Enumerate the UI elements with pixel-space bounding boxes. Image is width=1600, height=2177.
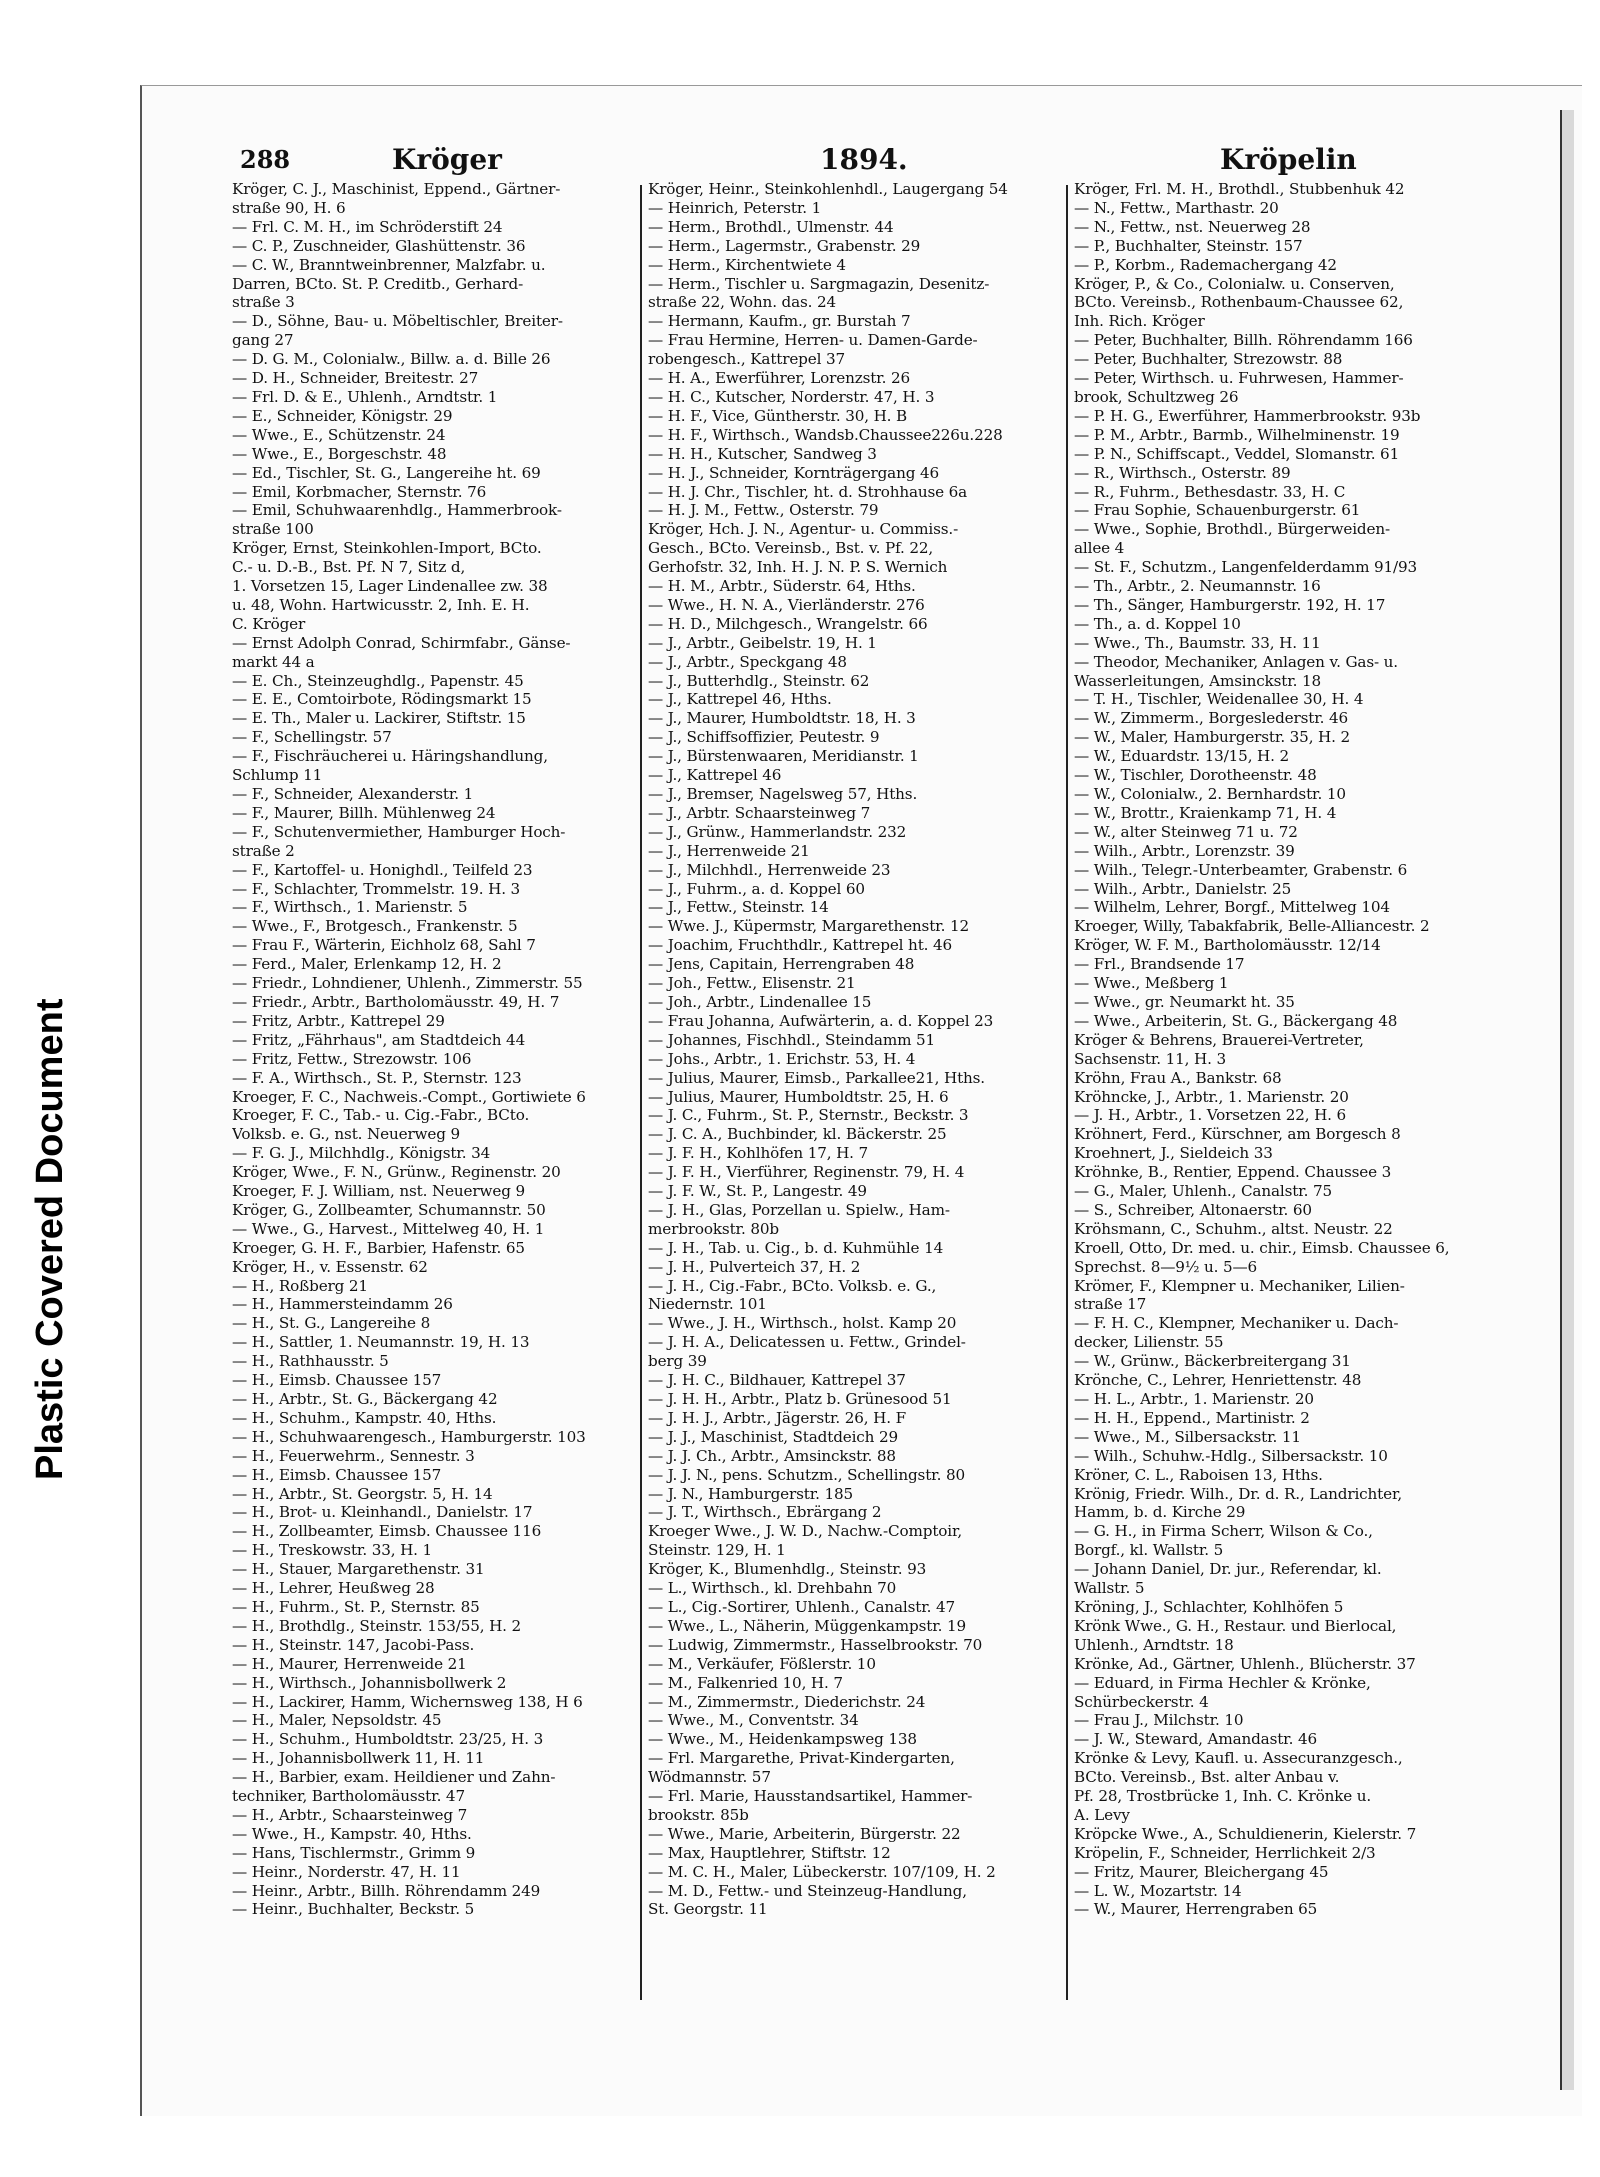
directory-entry-line: — P. M., Arbtr., Barmb., Wilhelminenstr. 19 — [1074, 425, 1400, 444]
directory-entry-line: — M. C. H., Maler, Lübeckerstr. 107/109, H. 2 — [648, 1862, 996, 1881]
side-label: Plastic Covered Document — [29, 998, 71, 1480]
directory-entry-line: — H., Treskowstr. 33, H. 1 — [232, 1541, 433, 1560]
directory-entry-line: — M. D., Fettw.- und Steinzeug-Handlung, — [648, 1881, 967, 1900]
directory-entry-line: straße 17 — [1074, 1295, 1147, 1314]
directory-entry-line: Krömer, F., Klempner u. Mechaniker, Lilien- — [1074, 1276, 1405, 1295]
directory-entry-line: — F., Kartoffel- u. Honighdl., Teilfeld 23 — [232, 860, 533, 879]
directory-entry-line: — Heinrich, Peterstr. 1 — [648, 198, 822, 217]
directory-entry-line: — R., Fuhrm., Bethesdastr. 33, H. C — [1074, 482, 1346, 501]
directory-entry-line: — H. J. M., Fettw., Osterstr. 79 — [648, 501, 879, 520]
directory-entry-line: — H., St. G., Langereihe 8 — [232, 1314, 431, 1333]
directory-entry-line: straße 100 — [232, 520, 314, 539]
directory-entry-line: — M., Zimmermstr., Diederichstr. 24 — [648, 1692, 926, 1711]
directory-entry-line: Kröning, J., Schlachter, Kohlhöfen 5 — [1074, 1597, 1344, 1616]
directory-entry-line: — Wwe. J., Küpermstr, Margarethenstr. 12 — [648, 917, 969, 936]
directory-entry-line: — W., Colonialw., 2. Bernhardstr. 10 — [1074, 785, 1346, 803]
directory-entry-line: — J., Arbtr. Schaarsteinweg 7 — [648, 803, 871, 822]
directory-entry-line: — H., Rathhausstr. 5 — [232, 1352, 389, 1371]
running-head-year: 1894. — [820, 143, 908, 176]
directory-entry-line: — H., Lackirer, Hamm, Wichernsweg 138, H 6 — [232, 1692, 583, 1711]
directory-entry-line: — H., Lehrer, Heußweg 28 — [232, 1579, 435, 1598]
directory-entry-line: 1. Vorsetzen 15, Lager Lindenallee zw. 38 — [232, 577, 548, 596]
directory-entry-line: — Fritz, „Fährhaus", am Stadtdeich 44 — [232, 1030, 526, 1049]
directory-entry-line: — J. H. C., Bildhauer, Kattrepel 37 — [648, 1371, 906, 1390]
directory-column-1 — [232, 180, 632, 2030]
directory-entry-line: — Wwe., gr. Neumarkt ht. 35 — [1074, 992, 1295, 1011]
directory-entry-line: — J. H. A., Delicatessen u. Fettw., Grindel- — [648, 1333, 966, 1352]
directory-entry-line: Niedernstr. 101 — [648, 1295, 767, 1314]
directory-entry-line: — L. W., Mozartstr. 14 — [1074, 1881, 1242, 1900]
directory-entry-line: — Peter, Buchhalter, Strezowstr. 88 — [1074, 350, 1343, 369]
directory-entry-line: u. 48, Wohn. Hartwicusstr. 2, Inh. E. H. — [232, 595, 530, 614]
directory-entry-line: — J., Fuhrm., a. d. Koppel 60 — [648, 879, 865, 898]
directory-entry-line: — J., Bürstenwaaren, Meridianstr. 1 — [648, 747, 919, 766]
directory-entry-line: — Julius, Maurer, Eimsb., Parkallee21, Hths. — [648, 1068, 985, 1087]
directory-entry-line: — H., Stauer, Margarethenstr. 31 — [232, 1560, 485, 1579]
directory-entry-line: techniker, Bartholomäusstr. 47 — [232, 1787, 465, 1806]
directory-entry-line: — H., Brothdlg., Steinstr. 153/55, H. 2 — [232, 1616, 522, 1635]
directory-entry-line: — F., Schlachter, Trommelstr. 19. H. 3 — [232, 879, 521, 898]
directory-entry-line: — H. A., Ewerführer, Lorenzstr. 26 — [648, 369, 911, 388]
directory-entry-line: Kröger, Heinr., Steinkohlenhdl., Laugergang 54 — [648, 180, 1008, 198]
directory-entry-line: Kröger, P., & Co., Colonialw. u. Conserven, — [1074, 274, 1395, 293]
directory-entry-line: — Frau F., Wärterin, Eichholz 68, Sahl 7 — [232, 936, 536, 955]
directory-entry-line: — Frl. Marie, Hausstandsartikel, Hammer- — [648, 1787, 973, 1806]
directory-entry-line: — T. H., Tischler, Weidenallee 30, H. 4 — [1074, 690, 1364, 709]
directory-entry-line: — Wwe., M., Silbersackstr. 11 — [1074, 1427, 1301, 1446]
directory-entry-line: Kröger, W. F. M., Bartholomäusstr. 12/14 — [1074, 936, 1381, 955]
directory-entry-line: — L., Wirthsch., kl. Drehbahn 70 — [648, 1579, 897, 1598]
directory-entry-line: — H., Barbier, exam. Heildiener und Zahn- — [232, 1768, 556, 1787]
directory-entry-line: — Wwe., E., Schützenstr. 24 — [232, 425, 446, 444]
page-number: 288 — [240, 145, 291, 174]
directory-entry-line: — W., Grünw., Bäckerbreitergang 31 — [1074, 1352, 1351, 1371]
directory-entry-line: — Frau J., Milchstr. 10 — [1074, 1711, 1244, 1730]
directory-entry-line: — H. J., Schneider, Kornträgergang 46 — [648, 463, 939, 482]
directory-entry-line: — H., Hammersteindamm 26 — [232, 1295, 453, 1314]
directory-entry-line: — Heinr., Arbtr., Billh. Röhrendamm 249 — [232, 1881, 541, 1900]
directory-entry-line: — J. F. W., St. P., Langestr. 49 — [648, 1182, 867, 1201]
directory-entry-line: — Wwe., L., Näherin, Müggenkampstr. 19 — [648, 1616, 967, 1635]
directory-entry-line: Gerhofstr. 32, Inh. H. J. N. P. S. Wernich — [648, 558, 948, 577]
directory-entry-line: — W., Maurer, Herrengraben 65 — [1074, 1900, 1318, 1919]
directory-entry-line: — Ernst Adolph Conrad, Schirmfabr., Gänse- — [232, 633, 571, 652]
page-gutter — [1560, 110, 1574, 2090]
directory-entry-line: — Max, Hauptlehrer, Stiftstr. 12 — [648, 1843, 891, 1862]
directory-entry-line: — R., Wirthsch., Osterstr. 89 — [1074, 463, 1291, 482]
directory-entry-line: — Wwe., Meßberg 1 — [1074, 974, 1229, 993]
directory-entry-line: — Ed., Tischler, St. G., Langereihe ht. 69 — [232, 463, 541, 482]
directory-entry-line: — E. Ch., Steinzeughdlg., Papenstr. 45 — [232, 671, 524, 690]
directory-entry-line: — J., Schiffsoffizier, Peutestr. 9 — [648, 728, 880, 747]
directory-entry-line: — Frau Hermine, Herren- u. Damen-Garde- — [648, 331, 978, 350]
directory-entry-line: A. Levy — [1074, 1805, 1130, 1824]
directory-entry-line: — Frl. C. M. H., im Schröderstift 24 — [232, 217, 503, 236]
directory-entry-line: Darren, BCto. St. P. Creditb., Gerhard- — [232, 274, 524, 293]
directory-entry-line: — P., Buchhalter, Steinstr. 157 — [1074, 236, 1303, 255]
directory-entry-line: — F. H. C., Klempner, Mechaniker u. Dach- — [1074, 1314, 1399, 1333]
directory-entry-line: — H. L., Arbtr., 1. Marienstr. 20 — [1074, 1390, 1314, 1408]
directory-entry-line: — P. N., Schiffscapt., Veddel, Slomanstr. 61 — [1074, 444, 1400, 463]
directory-entry-line: — H., Sattler, 1. Neumannstr. 19, H. 13 — [232, 1333, 530, 1352]
directory-entry-line: — E. E., Comtoirbote, Rödingsmarkt 15 — [232, 690, 532, 709]
directory-entry-line: Kroeger, F. C., Nachweis.-Compt., Gortiwiete 6 — [232, 1087, 586, 1106]
directory-entry-line: berg 39 — [648, 1352, 707, 1371]
directory-entry-line: — H. F., Wirthsch., Wandsb.Chaussee226u.228 — [648, 425, 1003, 444]
directory-entry-line: Hamm, b. d. Kirche 29 — [1074, 1503, 1246, 1522]
directory-entry-line: — W., alter Steinweg 71 u. 72 — [1074, 822, 1298, 841]
directory-entry-line: — J. H., Glas, Porzellan u. Spielw., Ham- — [648, 1200, 950, 1219]
directory-entry-line: — Wwe., H., Kampstr. 40, Hths. — [232, 1824, 472, 1843]
directory-entry-line: — H., Brot- u. Kleinhandl., Danielstr. 17 — [232, 1503, 533, 1522]
directory-column-3 — [1074, 180, 1486, 2030]
directory-entry-line: markt 44 a — [232, 652, 315, 671]
directory-entry-line: Pf. 28, Trostbrücke 1, Inh. C. Krönke u. — [1074, 1787, 1372, 1806]
directory-entry-line: — J., Bremser, Nagelsweg 57, Hths. — [648, 785, 918, 803]
directory-entry-line: — D. H., Schneider, Breitestr. 27 — [232, 369, 479, 388]
directory-entry-line: — J. H., Arbtr., 1. Vorsetzen 22, H. 6 — [1074, 1106, 1347, 1125]
directory-entry-line: — E., Schneider, Königstr. 29 — [232, 406, 453, 425]
directory-entry-line: Kröner, C. L., Raboisen 13, Hths. — [1074, 1465, 1323, 1484]
directory-entry-line: — F. A., Wirthsch., St. P., Sternstr. 123 — [232, 1068, 522, 1087]
directory-entry-line: — Th., Sänger, Hamburgerstr. 192, H. 17 — [1074, 595, 1386, 614]
directory-entry-line: straße 3 — [232, 293, 295, 312]
directory-entry-line: — Wwe., F., Brotgesch., Frankenstr. 5 — [232, 917, 518, 936]
directory-entry-line: Kröger, Hch. J. N., Agentur- u. Commiss.- — [648, 520, 959, 539]
directory-entry-line: — H. H., Eppend., Martinistr. 2 — [1074, 1408, 1310, 1427]
directory-entry-line: Sachsenstr. 11, H. 3 — [1074, 1049, 1226, 1068]
directory-entry-line: — Frau Sophie, Schauenburgerstr. 61 — [1074, 501, 1361, 520]
directory-entry-line: Kröger, G., Zollbeamter, Schumannstr. 50 — [232, 1200, 546, 1219]
directory-entry-line: Kröger, Ernst, Steinkohlen-Import, BCto. — [232, 539, 542, 558]
directory-entry-line: — J. C. A., Buchbinder, kl. Bäckerstr. 25 — [648, 1125, 947, 1144]
directory-entry-line: — J. F. H., Kohlhöfen 17, H. 7 — [648, 1144, 869, 1163]
directory-entry-line: — H., Schuhm., Humboldtstr. 23/25, H. 3 — [232, 1730, 544, 1749]
directory-entry-line: — H. F., Vice, Güntherstr. 30, H. B — [648, 406, 908, 425]
directory-entry-line: — H., Maler, Nepsoldstr. 45 — [232, 1711, 442, 1730]
directory-entry-line: gang 27 — [232, 331, 294, 350]
directory-entry-line: — J., Maurer, Humboldtstr. 18, H. 3 — [648, 709, 916, 728]
directory-entry-line: — H. H., Kutscher, Sandweg 3 — [648, 444, 877, 463]
directory-entry-line: — Wwe., M., Conventstr. 34 — [648, 1711, 859, 1730]
directory-entry-line: — H., Wirthsch., Johannisbollwerk 2 — [232, 1673, 507, 1692]
directory-entry-line: — H., Zollbeamter, Eimsb. Chaussee 116 — [232, 1522, 542, 1541]
directory-entry-line: — J., Kattrepel 46, Hths. — [648, 690, 832, 709]
directory-entry-line: Uhlenh., Arndtstr. 18 — [1074, 1635, 1234, 1654]
directory-entry-line: — Friedr., Lohndiener, Uhlenh., Zimmerstr. 55 — [232, 974, 583, 993]
directory-entry-line: — Ludwig, Zimmermstr., Hasselbrookstr. 70 — [648, 1635, 983, 1654]
directory-entry-line: Kroeger, F. J. William, nst. Neuerweg 9 — [232, 1182, 525, 1201]
directory-entry-line: — Fritz, Fettw., Strezowstr. 106 — [232, 1049, 472, 1068]
directory-entry-line: — J., Herrenweide 21 — [648, 841, 810, 860]
directory-entry-line: — Johannes, Fischhdl., Steindamm 51 — [648, 1030, 936, 1049]
directory-entry-line: — H., Roßberg 21 — [232, 1276, 368, 1295]
directory-entry-line: — C. W., Branntweinbrenner, Malzfabr. u. — [232, 255, 546, 274]
directory-entry-line: — H., Maurer, Herrenweide 21 — [232, 1654, 467, 1673]
directory-entry-line: — Jens, Capitain, Herrengraben 48 — [648, 955, 915, 974]
directory-entry-line: — E. Th., Maler u. Lackirer, Stiftstr. 15 — [232, 709, 526, 728]
directory-entry-line: — F., Maurer, Billh. Mühlenweg 24 — [232, 803, 496, 822]
directory-entry-line: — W., Tischler, Dorotheenstr. 48 — [1074, 766, 1317, 785]
directory-entry-line: — J. H., Tab. u. Cig., b. d. Kuhmühle 14 — [648, 1238, 944, 1257]
directory-entry-line: — H., Schuhm., Kampstr. 40, Hths. — [232, 1408, 497, 1427]
directory-entry-line: — Wilh., Telegr.-Unterbeamter, Grabenstr. 6 — [1074, 860, 1408, 879]
directory-entry-line: Kröhnke, B., Rentier, Eppend. Chaussee 3 — [1074, 1163, 1392, 1182]
directory-entry-line: — H., Feuerwehrm., Sennestr. 3 — [232, 1446, 475, 1465]
directory-entry-line: — H., Fuhrm., St. P., Sternstr. 85 — [232, 1597, 480, 1616]
directory-entry-line: — J., Grünw., Hammerlandstr. 232 — [648, 822, 907, 841]
directory-entry-line: — H., Arbtr., St. G., Bäckergang 42 — [232, 1390, 498, 1408]
directory-entry-line: — J. H., Pulverteich 37, H. 2 — [648, 1257, 861, 1276]
directory-entry-line: — Wwe., Arbeiterin, St. G., Bäckergang 48 — [1074, 1011, 1398, 1030]
directory-entry-line: Kröpcke Wwe., A., Schuldienerin, Kielerstr. 7 — [1074, 1824, 1417, 1843]
directory-entry-line: robengesch., Kattrepel 37 — [648, 350, 845, 369]
directory-entry-line: — H. M., Arbtr., Süderstr. 64, Hths. — [648, 577, 916, 596]
directory-entry-line: Wasserleitungen, Amsinckstr. 18 — [1074, 671, 1322, 690]
directory-entry-line: — H. C., Kutscher, Norderstr. 47, H. 3 — [648, 387, 935, 406]
directory-entry-line: Kröhncke, J., Arbtr., 1. Marienstr. 20 — [1074, 1087, 1349, 1106]
directory-entry-line: — Fritz, Arbtr., Kattrepel 29 — [232, 1011, 445, 1030]
directory-entry-line: — J. F. H., Vierführer, Reginenstr. 79, H. 4 — [648, 1163, 965, 1182]
directory-entry-line: Kröger, Frl. M. H., Brothdl., Stubbenhuk 42 — [1074, 180, 1405, 198]
running-head-left: Kröger — [392, 143, 502, 176]
directory-entry-line: — J., Fettw., Steinstr. 14 — [648, 898, 829, 917]
directory-entry-line: — W., Eduardstr. 13/15, H. 2 — [1074, 747, 1290, 766]
directory-entry-line: — Heinr., Norderstr. 47, H. 11 — [232, 1862, 461, 1881]
directory-entry-line: Krönk Wwe., G. H., Restaur. und Bierlocal, — [1074, 1616, 1397, 1635]
directory-entry-line: — Wwe., E., Borgeschstr. 48 — [232, 444, 447, 463]
directory-entry-line: — Wwe., G., Harvest., Mittelweg 40, H. 1 — [232, 1219, 545, 1238]
directory-entry-line: — Heinr., Buchhalter, Beckstr. 5 — [232, 1900, 475, 1919]
directory-entry-line: — J. H., Cig.-Fabr., BCto. Volksb. e. G., — [648, 1276, 937, 1295]
directory-entry-line: St. Georgstr. 11 — [648, 1900, 768, 1919]
directory-entry-line: — Herm., Kirchentwiete 4 — [648, 255, 846, 274]
directory-entry-line: straße 90, H. 6 — [232, 198, 346, 217]
directory-entry-line: — Wilhelm, Lehrer, Borgf., Mittelweg 104 — [1074, 898, 1390, 917]
directory-entry-line: — F., Fischräucherei u. Häringshandlung, — [232, 747, 548, 766]
directory-entry-line: — G. H., in Firma Scherr, Wilson & Co., — [1074, 1522, 1373, 1541]
directory-entry-line: — L., Cig.-Sortirer, Uhlenh., Canalstr. 47 — [648, 1597, 956, 1616]
directory-entry-line: — St. F., Schutzm., Langenfelderdamm 91/93 — [1074, 558, 1418, 577]
directory-entry-line: — Johann Daniel, Dr. jur., Referendar, kl. — [1074, 1560, 1382, 1579]
directory-entry-line: — W., Maler, Hamburgerstr. 35, H. 2 — [1074, 728, 1351, 747]
directory-entry-line: Volksb. e. G., nst. Neuerweg 9 — [232, 1125, 461, 1144]
directory-entry-line: Kroeger Wwe., J. W. D., Nachw.-Comptoir, — [648, 1522, 963, 1541]
directory-entry-line: — H. D., Milchgesch., Wrangelstr. 66 — [648, 614, 928, 633]
directory-entry-line: — F., Schellingstr. 57 — [232, 728, 392, 747]
directory-entry-line: — J. T., Wirthsch., Ebrärgang 2 — [648, 1503, 882, 1522]
directory-entry-line: — Th., Arbtr., 2. Neumannstr. 16 — [1074, 577, 1321, 596]
directory-entry-line: — H., Eimsb. Chaussee 157 — [232, 1371, 442, 1390]
directory-entry-line: — F. G. J., Milchhdlg., Königstr. 34 — [232, 1144, 491, 1163]
directory-entry-line: — J., Arbtr., Speckgang 48 — [648, 652, 847, 671]
directory-entry-line: — J. J. N., pens. Schutzm., Schellingstr. 80 — [648, 1465, 965, 1484]
directory-entry-line: BCto. Vereinsb., Rothenbaum-Chaussee 62, — [1074, 293, 1404, 312]
directory-entry-line: Wödmannstr. 57 — [648, 1768, 771, 1787]
directory-entry-line: — Frl. D. & E., Uhlenh., Arndtstr. 1 — [232, 387, 498, 406]
directory-entry-line: straße 22, Wohn. das. 24 — [648, 293, 837, 312]
directory-entry-line: — Herm., Brothdl., Ulmenstr. 44 — [648, 217, 894, 236]
directory-entry-line: — P., Korbm., Rademachergang 42 — [1074, 255, 1337, 274]
directory-entry-line: — H., Johannisbollwerk 11, H. 11 — [232, 1749, 485, 1768]
directory-entry-line: — Herm., Tischler u. Sargmagazin, Desenitz- — [648, 274, 990, 293]
directory-entry-line: — Fritz, Maurer, Bleichergang 45 — [1074, 1862, 1329, 1881]
directory-entry-line: — F., Wirthsch., 1. Marienstr. 5 — [232, 898, 468, 917]
directory-entry-line: — F., Schneider, Alexanderstr. 1 — [232, 785, 474, 803]
directory-entry-line: — Wwe., J. H., Wirthsch., holst. Kamp 20 — [648, 1314, 957, 1333]
directory-column-2 — [648, 180, 1068, 2030]
directory-entry-line: straße 2 — [232, 841, 295, 860]
directory-entry-line: — J. H. J., Arbtr., Jägerstr. 26, H. F — [648, 1408, 906, 1427]
directory-entry-line: merbrookstr. 80b — [648, 1219, 779, 1238]
directory-entry-line: BCto. Vereinsb., Bst. alter Anbau v. — [1074, 1768, 1340, 1787]
directory-entry-line: — Friedr., Arbtr., Bartholomäusstr. 49, H. 7 — [232, 992, 560, 1011]
directory-entry-line: — G., Maler, Uhlenh., Canalstr. 75 — [1074, 1182, 1332, 1201]
directory-entry-line: — D., Söhne, Bau- u. Möbeltischler, Breiter- — [232, 312, 563, 331]
directory-entry-line: Sprechst. 8—9½ u. 5—6 — [1074, 1257, 1258, 1276]
directory-entry-line: Borgf., kl. Wallstr. 5 — [1074, 1541, 1224, 1560]
directory-entry-line: — J., Butterhdlg., Steinstr. 62 — [648, 671, 870, 690]
directory-entry-line: — H., Arbtr., St. Georgstr. 5, H. 14 — [232, 1484, 493, 1503]
directory-entry-line: — H., Eimsb. Chaussee 157 — [232, 1465, 442, 1484]
directory-entry-line: — Joh., Fettw., Elisenstr. 21 — [648, 974, 856, 993]
directory-entry-line: — J., Arbtr., Geibelstr. 19, H. 1 — [648, 633, 877, 652]
directory-entry-line: — H., Steinstr. 147, Jacobi-Pass. — [232, 1635, 475, 1654]
directory-entry-line: — Wwe., Marie, Arbeiterin, Bürgerstr. 22 — [648, 1824, 961, 1843]
directory-entry-line: Krönke & Levy, Kaufl. u. Assecuranzgesch., — [1074, 1749, 1403, 1768]
directory-entry-line: Kröhsmann, C., Schuhm., altst. Neustr. 22 — [1074, 1219, 1393, 1238]
directory-entry-line: — J. J., Maschinist, Stadtdeich 29 — [648, 1427, 899, 1446]
directory-entry-line: Kröger, Wwe., F. N., Grünw., Reginenstr. 20 — [232, 1163, 561, 1182]
directory-entry-line: — Hermann, Kaufm., gr. Burstah 7 — [648, 312, 911, 331]
directory-entry-line: — Theodor, Mechaniker, Anlagen v. Gas- u. — [1074, 652, 1398, 671]
directory-entry-line: — Emil, Korbmacher, Sternstr. 76 — [232, 482, 487, 501]
directory-entry-line: brookstr. 85b — [648, 1805, 749, 1824]
directory-entry-line: — Wilh., Arbtr., Danielstr. 25 — [1074, 879, 1292, 898]
directory-entry-line: — J. W., Steward, Amandastr. 46 — [1074, 1730, 1318, 1749]
directory-entry-line: — Peter, Wirthsch. u. Fuhrwesen, Hammer- — [1074, 369, 1404, 388]
directory-entry-line: Kroeger, Willy, Tabakfabrik, Belle-Alliancestr. 2 — [1074, 917, 1430, 936]
directory-entry-line: — H. J. Chr., Tischler, ht. d. Strohhause 6a — [648, 482, 968, 501]
directory-entry-line: — F., Schutenvermiether, Hamburger Hoch- — [232, 822, 566, 841]
directory-entry-line: Kröhnert, Ferd., Kürschner, am Borgesch 8 — [1074, 1125, 1401, 1144]
directory-entry-line: Inh. Rich. Kröger — [1074, 312, 1205, 331]
directory-entry-line: Krönig, Friedr. Wilh., Dr. d. R., Landrichter, — [1074, 1484, 1403, 1503]
directory-entry-line: Kröger, K., Blumenhdlg., Steinstr. 93 — [648, 1560, 927, 1579]
running-head-right: Kröpelin — [1220, 143, 1357, 176]
directory-entry-line: — J., Milchhdl., Herrenweide 23 — [648, 860, 891, 879]
directory-entry-line: — P. H. G., Ewerführer, Hammerbrookstr. 93b — [1074, 406, 1421, 425]
directory-entry-line: C. Kröger — [232, 614, 306, 633]
directory-entry-line: — J. C., Fuhrm., St. P., Sternstr., Beckstr. 3 — [648, 1106, 969, 1125]
directory-entry-line: — Frau Johanna, Aufwärterin, a. d. Koppel 23 — [648, 1011, 994, 1030]
directory-entry-line: — Peter, Buchhalter, Billh. Röhrendamm 166 — [1074, 331, 1413, 350]
directory-entry-line: Krönche, C., Lehrer, Henriettenstr. 48 — [1074, 1371, 1362, 1390]
directory-entry-line: brook, Schultzweg 26 — [1074, 387, 1239, 406]
directory-entry-line: — N., Fettw., Marthastr. 20 — [1074, 198, 1279, 217]
directory-entry-line: — Joh., Arbtr., Lindenallee 15 — [648, 992, 872, 1011]
directory-entry-line: — N., Fettw., nst. Neuerweg 28 — [1074, 217, 1311, 236]
directory-entry-line: — Frl. Margarethe, Privat-Kindergarten, — [648, 1749, 955, 1768]
directory-entry-line: — Wwe., Th., Baumstr. 33, H. 11 — [1074, 633, 1321, 652]
directory-entry-line: Schlump 11 — [232, 766, 323, 785]
directory-entry-line: — J. J. Ch., Arbtr., Amsinckstr. 88 — [648, 1446, 896, 1465]
directory-entry-line: — M., Verkäufer, Fößlerstr. 10 — [648, 1654, 876, 1673]
directory-entry-line: — Emil, Schuhwaarenhdlg., Hammerbrook- — [232, 501, 562, 520]
directory-entry-line: — Wwe., H. N. A., Vierländerstr. 276 — [648, 595, 925, 614]
directory-entry-line: — Wilh., Arbtr., Lorenzstr. 39 — [1074, 841, 1295, 860]
directory-entry-line: Kröger, H., v. Essenstr. 62 — [232, 1257, 428, 1276]
directory-entry-line: — J. H. H., Arbtr., Platz b. Grünesood 51 — [648, 1390, 952, 1408]
directory-entry-line: — Johs., Arbtr., 1. Erichstr. 53, H. 4 — [648, 1049, 916, 1068]
directory-entry-line: Kröpelin, F., Schneider, Herrlichkeit 2/3 — [1074, 1843, 1376, 1862]
directory-entry-line: Kröhn, Frau A., Bankstr. 68 — [1074, 1068, 1282, 1087]
directory-entry-line: — H., Schuhwaarengesch., Hamburgerstr. 103 — [232, 1427, 586, 1446]
directory-entry-line: — Herm., Lagermstr., Grabenstr. 29 — [648, 236, 921, 255]
directory-entry-line: — J. N., Hamburgerstr. 185 — [648, 1484, 854, 1503]
directory-entry-line: — D. G. M., Colonialw., Billw. a. d. Bille 26 — [232, 350, 551, 369]
directory-entry-line: — Wwe., M., Heidenkampsweg 138 — [648, 1730, 917, 1749]
directory-entry-line: — W., Zimmerm., Borgeslederstr. 46 — [1074, 709, 1349, 728]
directory-entry-line: Gesch., BCto. Vereinsb., Bst. v. Pf. 22, — [648, 539, 934, 558]
directory-entry-line: C.- u. D.-B., Bst. Pf. N 7, Sitz d, — [232, 558, 466, 577]
directory-entry-line: — Hans, Tischlermstr., Grimm 9 — [232, 1843, 476, 1862]
directory-entry-line: — Wilh., Schuhw.-Hdlg., Silbersackstr. 10 — [1074, 1446, 1388, 1465]
directory-entry-line: Kroell, Otto, Dr. med. u. chir., Eimsb. Chaussee 6, — [1074, 1238, 1450, 1257]
directory-entry-line: — Julius, Maurer, Humboldtstr. 25, H. 6 — [648, 1087, 949, 1106]
directory-entry-line: Krönke, Ad., Gärtner, Uhlenh., Blücherstr. 37 — [1074, 1654, 1416, 1673]
directory-entry-line: Kröger & Behrens, Brauerei-Vertreter, — [1074, 1030, 1364, 1049]
directory-entry-line: — Frl., Brandsende 17 — [1074, 955, 1245, 974]
directory-entry-line: — W., Brottr., Kraienkamp 71, H. 4 — [1074, 803, 1337, 822]
directory-entry-line: — C. P., Zuschneider, Glashüttenstr. 36 — [232, 236, 526, 255]
directory-entry-line: — J., Kattrepel 46 — [648, 766, 782, 785]
directory-entry-line: — H., Arbtr., Schaarsteinweg 7 — [232, 1805, 468, 1824]
directory-entry-line: Kroeger, F. C., Tab.- u. Cig.-Fabr., BCto. — [232, 1106, 530, 1125]
directory-entry-line: — Eduard, in Firma Hechler & Krönke, — [1074, 1673, 1371, 1692]
directory-entry-line: allee 4 — [1074, 539, 1125, 558]
column-rule — [640, 185, 642, 2000]
directory-entry-line: Steinstr. 129, H. 1 — [648, 1541, 786, 1560]
directory-entry-line: — Ferd., Maler, Erlenkamp 12, H. 2 — [232, 955, 502, 974]
directory-entry-line: — Joachim, Fruchthdlr., Kattrepel ht. 46 — [648, 936, 953, 955]
directory-entry-line: decker, Lilienstr. 55 — [1074, 1333, 1224, 1352]
directory-entry-line: — Th., a. d. Koppel 10 — [1074, 614, 1241, 633]
directory-entry-line: — S., Schreiber, Altonaerstr. 60 — [1074, 1200, 1312, 1219]
directory-entry-line: Kroehnert, J., Sieldeich 33 — [1074, 1144, 1273, 1163]
directory-entry-line: Wallstr. 5 — [1074, 1579, 1145, 1598]
directory-entry-line: Kroeger, G. H. F., Barbier, Hafenstr. 65 — [232, 1238, 525, 1257]
directory-entry-line: Kröger, C. J., Maschinist, Eppend., Gärtner- — [232, 180, 561, 198]
directory-entry-line: — Wwe., Sophie, Brothdl., Bürgerweiden- — [1074, 520, 1390, 539]
directory-entry-line: Schürbeckerstr. 4 — [1074, 1692, 1209, 1711]
directory-entry-line: — M., Falkenried 10, H. 7 — [648, 1673, 843, 1692]
